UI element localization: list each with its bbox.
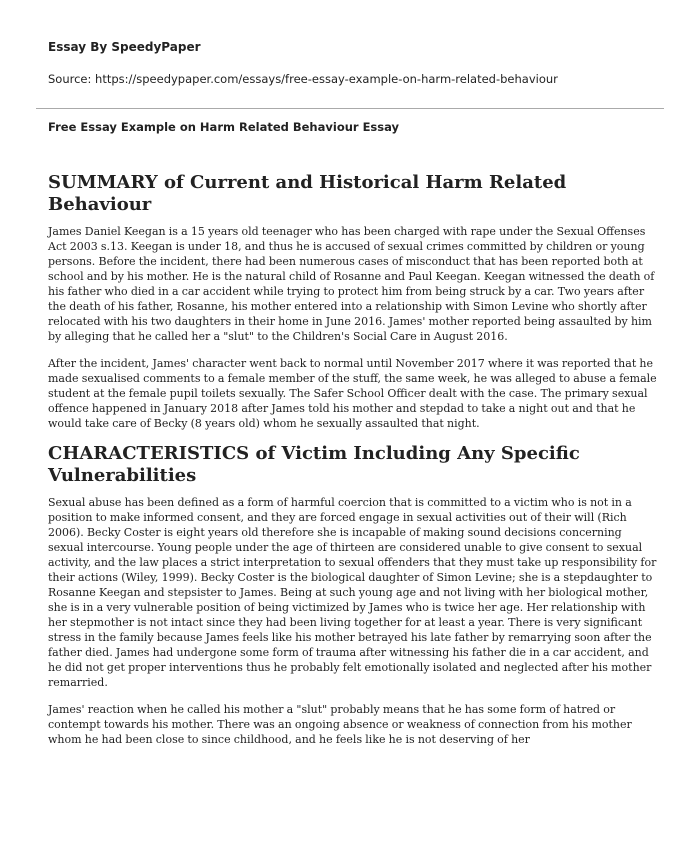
section-heading: SUMMARY of Current and Historical Harm Related Behaviour [48,172,567,215]
brand-label: Essay By SpeedyPaper [48,40,201,54]
divider [36,108,664,109]
paragraph: James' reaction when he called his mother a "slut" probably means that he has some form of hatred or contempt towards his mother. There was an ongoing absence or weakness of connection from his mother whom he had been close to since childhood, and he feels like he is not deserving of her [48,703,632,746]
source-line[interactable]: Source: https://speedypaper.com/essays/free-essay-example-on-harm-related-behaviour [48,72,558,86]
paragraph: James Daniel Keegan is a 15 years old teenager who has been charged with rape under the Sexual Offenses Act 2003 s.13. Keegan is under 18, and thus he is accused of sexual crimes committed by children or young persons. Before the incident, there had been numerous cases of misconduct that has been reported both at school and by his mother. He is the natural child of Rosanne and Paul Keegan. Keegan witnessed the death of his father who died in a car accident while trying to protect him from being struck by a car. Two years after the death of his father, Rosanne, his mother entered into a relationship with Simon Levine who shortly after relocated with his two daughters in their home in June 2016. James' mother reported being assaulted by him by alleging that he called her a "slut" to the Children's Social Care in August 2016. [48,225,655,343]
paragraph: After the incident, James' character went back to normal until November 2017 where it was reported that he made sexualised comments to a female member of the stuff, the same week, he was alleged to abuse a female student at the female pupil toilets sexually. The Safer School Officer dealt with the case. The primary sexual offence happened in January 2018 after James told his mother and stepdad to take a night out and that he would take care of Becky (8 years old) whom he sexually assaulted that night. [48,357,657,430]
section-characteristics [48,443,658,747]
section-heading: CHARACTERISTICS of Victim Including Any Specific Vulnerabilities [48,443,580,486]
paragraph: Sexual abuse has been defined as a form of harmful coercion that is committed to a victim who is not in a position to make informed consent, and they are forced engage in sexual activities out of their will (Rich 2006). Becky Coster is eight years old therefore she is incapable of making sound decisions concerning sexual intercourse. Young people under the age of thirteen are considered unable to give consent to sexual activity, and the law places a strict interpretation to sexual offenders that they must take up responsibility for their actions (Wiley, 1999). Becky Coster is the biological daughter of Simon Levine; she is a stepdaughter to Rosanne Keegan and stepsister to James. Being at such young age and not living with her biological mother, she is in a very vulnerable position of being victimized by James who is twice her age. Her relationship with her stepmother is not intact since they had been living together for at least a year. There is very significant stress in the family because James feels like his mother betrayed his late father by remarrying soon after the father died. James had undergone some form of trauma after witnessing his father die in a car accident, and he did not get proper interventions thus he probably felt emotionally isolated and neglected after his mother remarried. [48,496,657,689]
essay-body [48,172,658,759]
section-summary [48,172,658,431]
essay-title: Free Essay Example on Harm Related Behaviour Essay [48,120,400,134]
